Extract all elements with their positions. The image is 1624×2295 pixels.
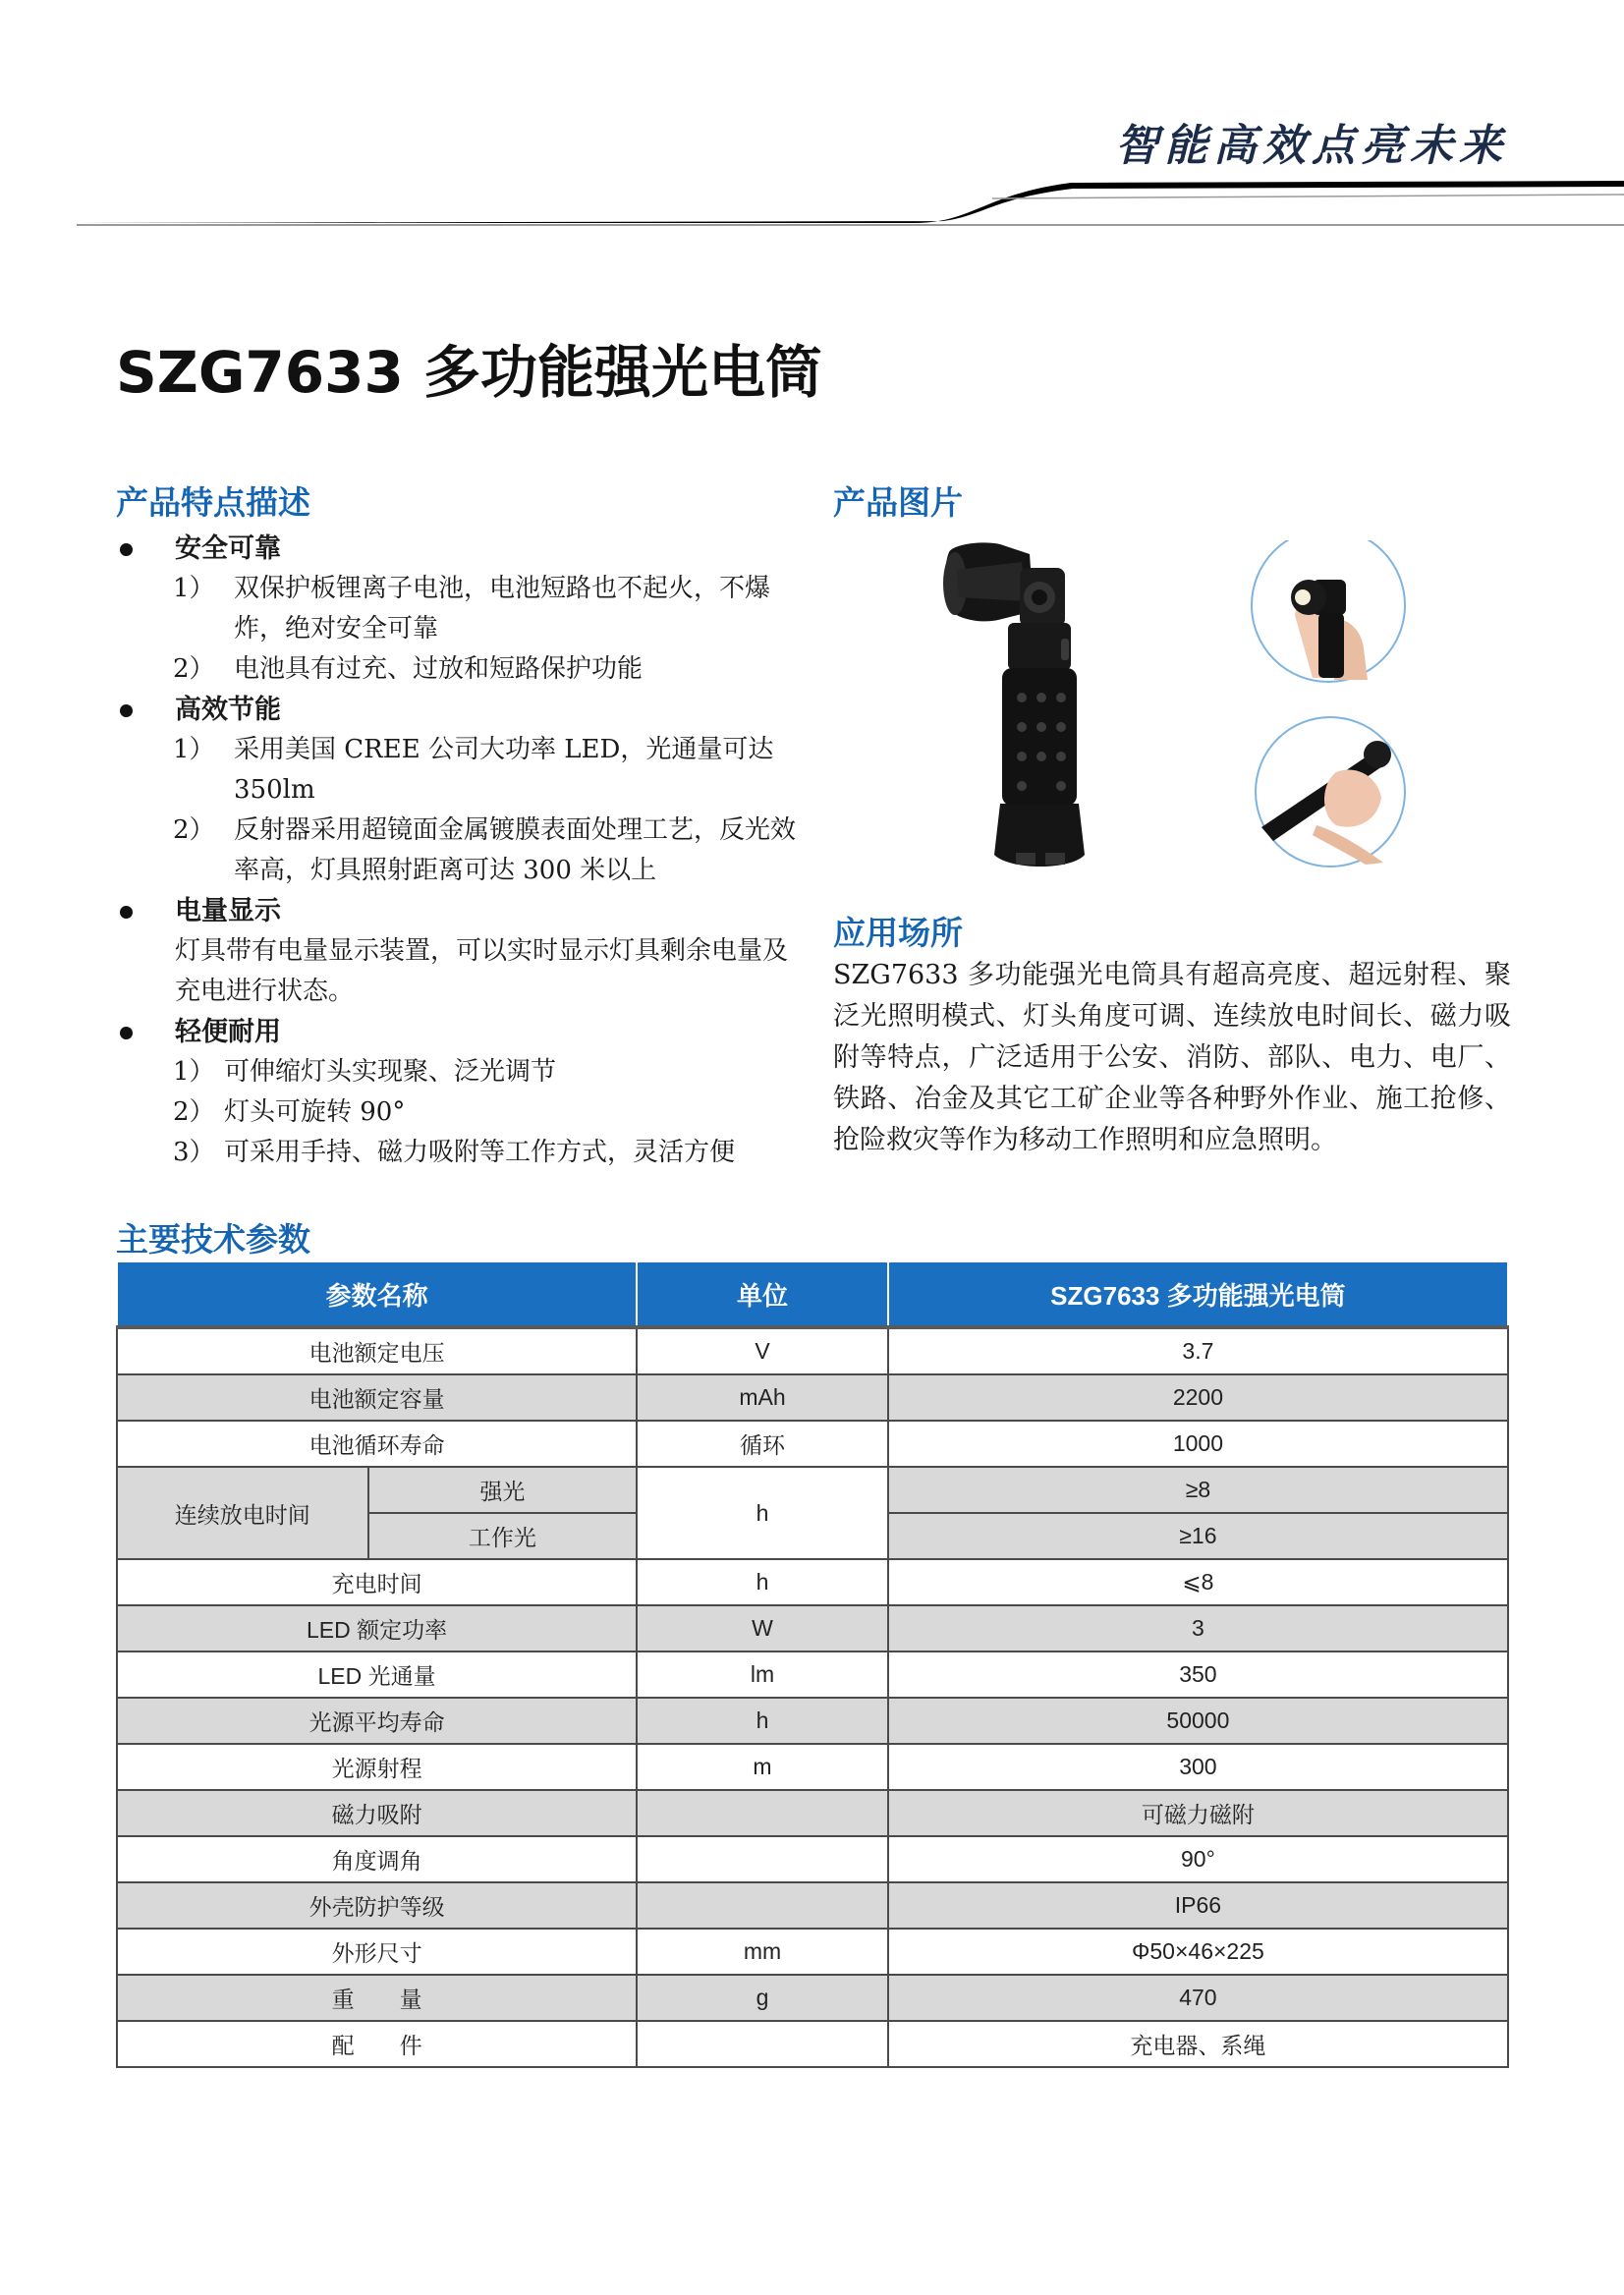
application-text: SZG7633 多功能强光电筒具有超高亮度、超远射程、聚泛光照明模式、灯头角度可调、连续放电时间长、磁力吸附等特点，广泛适用于公安、消防、部队、电力、电厂、铁路、冶金及其它工矿企业等各种野外作业、施工抢修、抢险救灾等作为移动工作照明和应急照明。 — [833, 960, 1511, 1155]
param-value: ≥16 — [888, 1513, 1508, 1559]
feature-group-title: 电量显示 — [116, 891, 804, 931]
spec-heading: 主要技术参数 — [116, 1220, 310, 1259]
param-value: 3 — [888, 1605, 1508, 1651]
param-unit: mAh — [637, 1374, 888, 1421]
feature-group-title: 高效节能 — [116, 690, 804, 730]
flashlight-photo — [943, 542, 1085, 867]
param-unit — [637, 1836, 888, 1882]
feature-item: 3） 可采用手持、磁力吸附等工作方式，灵活方便 — [173, 1138, 736, 1167]
param-value: 50000 — [888, 1698, 1508, 1744]
param-unit: h — [637, 1559, 888, 1605]
photos-heading: 产品图片 — [833, 483, 963, 522]
param-value: ⩽8 — [888, 1559, 1508, 1605]
param-unit: W — [637, 1605, 888, 1651]
table-row — [117, 1559, 1508, 1605]
bullet-icon — [120, 543, 133, 556]
param-value: ≥8 — [888, 1467, 1508, 1513]
param-subname: 强光 — [368, 1467, 638, 1513]
column-header: 单位 — [637, 1261, 888, 1327]
param-unit: mm — [637, 1929, 888, 1975]
features-list — [116, 529, 804, 1173]
param-name: 磁力吸附 — [117, 1790, 637, 1836]
param-unit: g — [637, 1975, 888, 2021]
table-row — [117, 1327, 1508, 1374]
table-row — [117, 1882, 1508, 1929]
param-name: 光源平均寿命 — [117, 1698, 637, 1744]
feature-item: 1） 双保护板锂离子电池，电池短路也不起火，不爆炸，绝对安全可靠 — [173, 574, 771, 644]
param-unit: V — [637, 1327, 888, 1374]
bullet-icon — [120, 1027, 133, 1039]
table-row — [117, 1421, 1508, 1467]
param-value: 470 — [888, 1975, 1508, 2021]
param-name: 电池循环寿命 — [117, 1421, 637, 1467]
feature-group-title: 安全可靠 — [116, 529, 804, 569]
features-heading: 产品特点描述 — [116, 483, 310, 522]
param-name: 电池额定电压 — [117, 1327, 637, 1374]
param-unit: h — [637, 1467, 888, 1559]
application-heading: 应用场所 — [833, 914, 963, 952]
table-row — [117, 1374, 1508, 1421]
param-unit: m — [637, 1744, 888, 1790]
feature-item: 1） 采用美国 CREE 公司大功率 LED，光通量可达 350lm — [173, 735, 774, 805]
param-value: 300 — [888, 1744, 1508, 1790]
table-row — [117, 1698, 1508, 1744]
param-unit — [637, 1882, 888, 1929]
param-group-name: 连续放电时间 — [117, 1467, 368, 1559]
param-name: 充电时间 — [117, 1559, 637, 1605]
table-header-row — [117, 1261, 1508, 1327]
param-name: LED 光通量 — [117, 1651, 637, 1698]
param-value: 1000 — [888, 1421, 1508, 1467]
param-name: LED 额定功率 — [117, 1605, 637, 1651]
table-row — [117, 1836, 1508, 1882]
param-name: 角度调角 — [117, 1836, 637, 1882]
table-row — [117, 1929, 1508, 1975]
param-unit: h — [637, 1698, 888, 1744]
feature-item: 2） 电池具有过充、过放和短路保护功能 — [173, 654, 644, 684]
param-name: 电池额定容量 — [117, 1374, 637, 1421]
param-name: 配 件 — [117, 2021, 637, 2067]
table-row — [117, 2021, 1508, 2067]
feature-group-title: 轻便耐用 — [116, 1012, 804, 1052]
param-unit: lm — [637, 1651, 888, 1698]
header-slogan: 智能高效点亮未来 — [1115, 121, 1508, 171]
handheld-photo-1 — [1252, 540, 1405, 682]
column-header: SZG7633 多功能强光电筒 — [888, 1261, 1508, 1327]
table-row — [117, 1790, 1508, 1836]
bullet-icon — [120, 906, 133, 919]
param-value: 3.7 — [888, 1327, 1508, 1374]
param-value: 90° — [888, 1836, 1508, 1882]
handheld-photo-2 — [1256, 717, 1405, 867]
header-swoosh — [0, 147, 1624, 236]
spec-table — [116, 1260, 1509, 2068]
column-header: 参数名称 — [117, 1261, 637, 1327]
param-unit: 循环 — [637, 1421, 888, 1467]
param-unit — [637, 2021, 888, 2067]
page-title: SZG7633 多功能强光电筒 — [116, 339, 823, 406]
param-name: 外壳防护等级 — [117, 1882, 637, 1929]
table-row — [117, 1651, 1508, 1698]
table-row — [117, 1605, 1508, 1651]
feature-item: 2） 灯头可旋转 90° — [173, 1097, 406, 1127]
param-name: 外形尺寸 — [117, 1929, 637, 1975]
param-value: IP66 — [888, 1882, 1508, 1929]
table-row — [117, 1467, 1508, 1513]
feature-item: 1） 可伸缩灯头实现聚、泛光调节 — [173, 1057, 557, 1087]
param-subname: 工作光 — [368, 1513, 638, 1559]
product-photos — [924, 540, 1434, 884]
param-name: 重 量 — [117, 1975, 637, 2021]
feature-text: 灯具带有电量显示装置，可以实时显示灯具剩余电量及充电进行状态。 — [175, 936, 789, 1006]
table-row — [117, 1975, 1508, 2021]
param-value: 350 — [888, 1651, 1508, 1698]
feature-item: 2） 反射器采用超镜面金属镀膜表面处理工艺，反光效率高，灯具照射距离可达 300 米以上 — [173, 815, 797, 885]
param-value: Φ50×46×225 — [888, 1929, 1508, 1975]
param-value: 2200 — [888, 1374, 1508, 1421]
table-row — [117, 1744, 1508, 1790]
bullet-icon — [120, 704, 133, 717]
param-value: 可磁力磁附 — [888, 1790, 1508, 1836]
param-name: 光源射程 — [117, 1744, 637, 1790]
param-value: 充电器、系绳 — [888, 2021, 1508, 2067]
param-unit — [637, 1790, 888, 1836]
